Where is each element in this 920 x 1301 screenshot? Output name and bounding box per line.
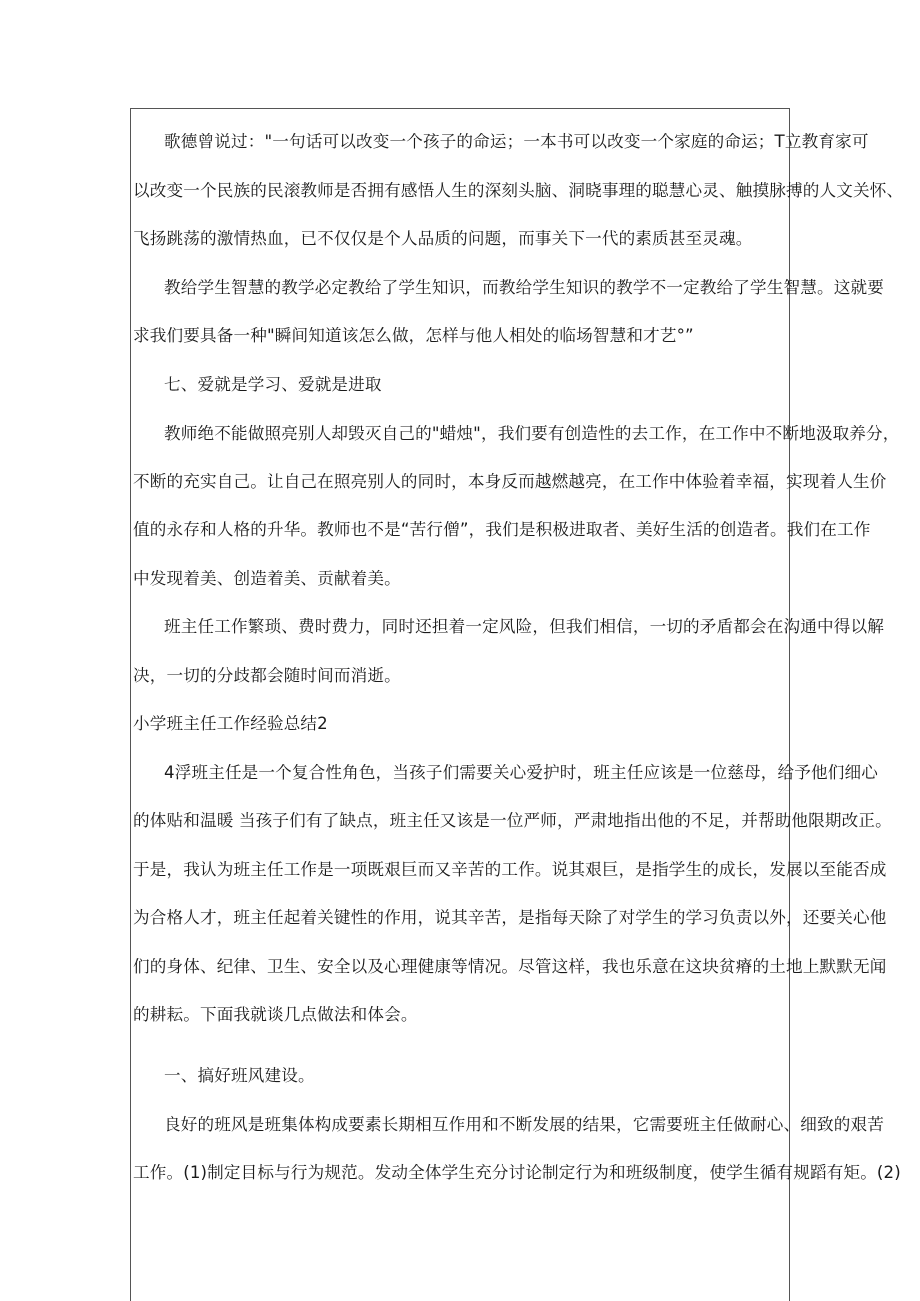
paragraph-line: 良好的班风是班集体构成要素长期相互作用和不断发展的结果，它需要班主任做耐心、细致的艰苦 — [164, 1115, 884, 1134]
paragraph-line: 决，一切的分歧都会随时间而消逝。 — [133, 666, 401, 685]
paragraph-line: 以改变一个民族的民滚教师是否拥有感悟人生的深刻头脑、洞晓事理的聪慧心灵、触摸脉搏的人文关怀、 — [133, 181, 904, 200]
document-subtitle: 小学班主任工作经验总结2 — [133, 714, 328, 733]
paragraph-line: 中发现着美、创造着美、贡献着美。 — [133, 569, 401, 588]
paragraph-line: 不断的充实自己。让自己在照亮别人的同时，本身反而越燃越亮，在工作中体验着幸福，实现着人生价 — [133, 472, 887, 491]
paragraph-line: 于是，我认为班主任工作是一项既艰巨而又辛苦的工作。说其艰巨，是指学生的成长，发展以至能否成 — [133, 860, 887, 879]
paragraph-line: 的体贴和温暖 当孩子们有了缺点，班主任又该是一位严师，严肃地指出他的不足，并帮助他限期改正。 — [133, 811, 892, 830]
paragraph-line: 值的永存和人格的升华。教师也不是“苦行僧”，我们是积极进取者、美好生活的创造者。我们在工作 — [133, 520, 871, 539]
paragraph-line: 工作。(1)制定目标与行为规范。发动全体学生充分讨论制定行为和班级制度，使学生循有规蹈有矩。(2) — [133, 1163, 901, 1182]
paragraph-line: 求我们要具备一种"瞬间知道该怎么做，怎样与他人相处的临场智慧和才艺°” — [133, 326, 694, 345]
paragraph-line: 为合格人才，班主任起着关键性的作用，说其辛苦，是指每天除了对学生的学习负责以外，还要关心他 — [133, 908, 887, 927]
paragraph-line: 班主任工作繁琐、费时费力，同时还担着一定风险，但我们相信，一切的矛盾都会在沟通中得以解 — [164, 617, 884, 636]
paragraph-line: 的耕耘。下面我就谈几点做法和体会。 — [133, 1005, 418, 1024]
paragraph-line: 4浮班主任是一个复合性角色，当孩子们需要关心爱护时，班主任应该是一位慈母，给予他们细心 — [164, 763, 878, 782]
paragraph-line: 飞扬跳荡的激情热血，已不仅仅是个人品质的问题，而事关下一代的素质甚至灵魂。 — [133, 229, 753, 248]
paragraph-line: 教师绝不能做照亮别人却毁灭自己的"蜡烛"，我们要有创造性的去工作，在工作中不断地汲取养分， — [164, 424, 900, 443]
section-heading: 七、爱就是学习、爱就是进取 — [164, 375, 382, 394]
paragraph-line: 教给学生智慧的教学必定教给了学生知识，而教给学生知识的教学不一定教给了学生智慧。这就要 — [164, 278, 884, 297]
section-heading: 一、搞好班风建设。 — [164, 1066, 315, 1085]
paragraph-line: 们的身体、纪律、卫生、安全以及心理健康等情况。尽管这样，我也乐意在这块贫瘠的土地上默默无闻 — [133, 957, 887, 976]
paragraph-line: 歌德曾说过："一句话可以改变一个孩子的命运；一本书可以改变一个家庭的命运；T立教育家可 — [164, 132, 869, 151]
